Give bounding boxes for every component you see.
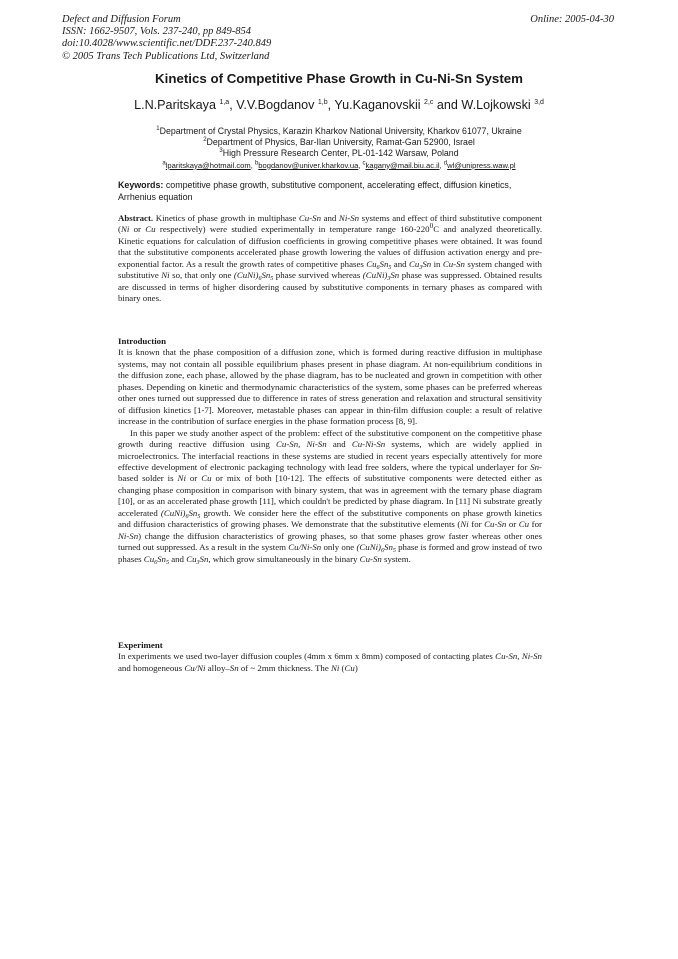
email-link[interactable]: lparitskaya@hotmail.com (165, 160, 251, 170)
affiliation-sup: 3 (219, 148, 223, 155)
text-run: so, that only one (172, 270, 232, 281)
text-run: phase survived whereas (275, 270, 361, 281)
email-link[interactable]: wl@unipress.waw.pl (447, 160, 516, 170)
author-affil-sup: 2,c (424, 98, 434, 106)
email-sup: c (362, 160, 366, 167)
introduction-section (118, 336, 542, 565)
experiment-section (118, 640, 542, 674)
intro-paragraph-1: It is known that the phase composition of a diffusion zone, which is formed during reactive diffusion in multiphase systems, may not contain all possible equilibrium phases present in phase diagram. At non-equilibrium conditions in the diffusion zone, each phase, allowed by the phase diagram, has to be nucleated and grown in competition with other phases. Depending on kinetic and thermodynamic characteristics of the system, some phases can be preferred whereas other ones turned out suppressed due to difference in rates of stress generation and relaxation and structural sensitivity of diffusion kinetics [1-7]. Moreover, metastable phases can appear in thin-film diffusion couple: a result of relative increase in the contribution of surface energies in the phase formation process [8, 9]. (118, 347, 542, 427)
abstract-paragraph (118, 213, 542, 305)
affiliation-text: Department of Physics, Bar-Ilan University, Ramat-Gan 52900, Israel (206, 137, 475, 148)
intro-paragraph-2: In this paper we study another aspect of the problem: effect of the substitutive component on the competitive phase growth during reactive diffusion using Cu-Sn, Ni-Sn and Cu-Ni-Sn systems, which are widely applied in microelectronics. The interfacial reactions in these systems are studied in recent years especially attentively for more effective development of electronic packaging technology with lead free solders, where the typical underlayer for Sn-based solder is Ni or Cu or mix of both [10-12]. The effects of substitutive components were detected either as changing phase composition in comparison with binary system, that was in agreement with the ternary phase diagram [10], or as an accelerated phase growth [11], which couldn't be predicted by phase diagram. In [11] Ni substrate greatly accelerated $(CuNi)_6Sn_5$ growth. We consider here the effect of the substitutive components on phase growth kinetics and diffusion characteristics of growing phases. We demonstrate that the substitutive elements (Ni for Cu-Sn or Cu for Ni-Sn) change the diffusion characteristics of growing phases, so that some phases grow faster whereas other ones turned out suppressed. As a result in the system Cu/Ni-Sn only one $(CuNi)_6Sn_5$ phase is formed and grow instead of two phases $Cu_6Sn_5$ and $Cu_3Sn$, which grow simultaneously in the binary Cu-Sn system. (118, 427, 543, 566)
section-title: Introduction (118, 336, 166, 346)
author-name: W.Lojkowski (461, 98, 531, 112)
affiliation (60, 148, 618, 159)
phase-formula: $Cu_6Sn_5$ (366, 258, 392, 271)
text-run: C and analyzed theoretically. Kinetic equations for calculation of diffusion coefficients in growing competitive phases were obtained. It was found that the substitutive components accelerated phase growth lowering the values of diffusion activation energy and pre-exponential factor. As a result the growth rates of competitive phases (118, 224, 543, 269)
email-sup: b (254, 160, 259, 167)
phase-formula: $Cu_3Sn$ (408, 258, 432, 271)
italic-run: Ni (120, 224, 130, 235)
abstract-section (118, 213, 542, 305)
text-run: in (433, 258, 441, 269)
author-name: Yu.Kaganovskii (334, 98, 421, 112)
italic-run: Cu-Sn (442, 258, 465, 269)
experiment-paragraph: In experiments we used two-layer diffusion couples (4mm x 6mm x 8mm) composed of contacting plates Cu-Sn, Ni-Sn and homogeneous Cu/Ni alloy–Sn of ~ 2mm thickness. The Ni (Cu) (118, 651, 542, 673)
italic-run: Ni (161, 270, 170, 281)
degree-sup: 0 (429, 221, 434, 231)
abstract-label: Abstract. (118, 213, 154, 223)
author-affil-sup: 3,d (534, 98, 544, 106)
online-date: Online: 2005-04-30 (530, 14, 614, 25)
text-run: Kinetics of phase growth in multiphase (155, 213, 297, 223)
author-name: V.V.Bogdanov (236, 98, 315, 112)
email-link[interactable]: bogdanov@univer.kharkov.ua (258, 160, 359, 170)
affiliation-text: Department of Crystal Physics, Karazin Kharkov National University, Kharkov 61077, Ukraine (159, 126, 522, 136)
text-run: and (393, 258, 407, 269)
italic-run: Ni-Sn (338, 213, 360, 223)
email-sup: d (443, 160, 448, 167)
email-link[interactable]: kagany@mail.biu.ac.il (365, 160, 440, 170)
email-list: $^a$lparitskaya@hotmail.com, $^b$bogdanov@univer.kharkov.ua, $^c$kagany@mail.biu.ac.il, $^d$wl@unipress.waw.pl (162, 160, 516, 170)
email-sup: a (162, 160, 166, 167)
keywords (118, 180, 542, 203)
affiliation (60, 137, 618, 148)
text-run: and (323, 213, 337, 223)
author-affil-sup: 1,b (317, 98, 328, 106)
section-title: Experiment (118, 640, 163, 650)
phase-formula: $(CuNi)_6Sn_5$ (356, 542, 396, 555)
phase-formula: $(CuNi)_3Sn$ (362, 270, 400, 283)
phase-formula: $Cu_3Sn$ (186, 553, 209, 566)
issn-line: ISSN: 1662-9507, Vols. 237-240, pp 849-854 (62, 26, 251, 38)
phase-formula: $Cu_6Sn_5$ (143, 553, 169, 566)
affiliation-sup: 1 (156, 126, 160, 133)
affiliations (60, 126, 618, 171)
doi-line: doi:10.4028/www.scientific.net/DDF.237-240.849 (62, 38, 272, 50)
journal-header (62, 14, 271, 63)
text-run: phase was suppressed. Obtained results are discussed in terms of higher disordering caused by substitutive components in ternary phases as compared with binary ones. (118, 270, 543, 304)
keywords-text: competitive phase growth, substitutive component, accelerating effect, diffusion kinetics, Arrhenius equation (118, 180, 512, 202)
journal-name: Defect and Diffusion Forum (62, 14, 181, 25)
paper-title: Kinetics of Competitive Phase Growth in Cu-Ni-Sn System (155, 71, 523, 86)
text-run: respectively) were studied experimentally in temperature range 160-220 (159, 224, 430, 235)
phase-formula: $(CuNi)_6Sn_5$ (233, 270, 274, 283)
author-name: L.N.Paritskaya (134, 98, 216, 112)
affiliation-sup: 2 (203, 137, 207, 144)
italic-run: Cu-Sn (298, 213, 321, 223)
author-affil-sup: 1,a (219, 98, 230, 106)
text-run: systems and effect of third substitutive component ( (118, 213, 542, 235)
phase-formula: $(CuNi)_6Sn_5$ (160, 507, 201, 520)
text-run: system changed with substitutive (118, 258, 542, 281)
copyright-line: © 2005 Trans Tech Publications Ltd, Switzerland (62, 50, 270, 62)
italic-run: Cu (145, 224, 156, 235)
keywords-label: Keywords: (118, 180, 164, 190)
text-run: or (133, 224, 141, 235)
author-list: L.N.Paritskaya $^{1,a}$, V.V.Bogdanov $^{1,b}$, Yu.Kaganovskii $^{2,c}$ and W.Lojkowski $^{3,d}$ (134, 98, 544, 112)
affiliation (60, 126, 618, 137)
affiliation-text: High Pressure Research Center, PL-01-142 Warsaw, Poland (222, 148, 459, 159)
